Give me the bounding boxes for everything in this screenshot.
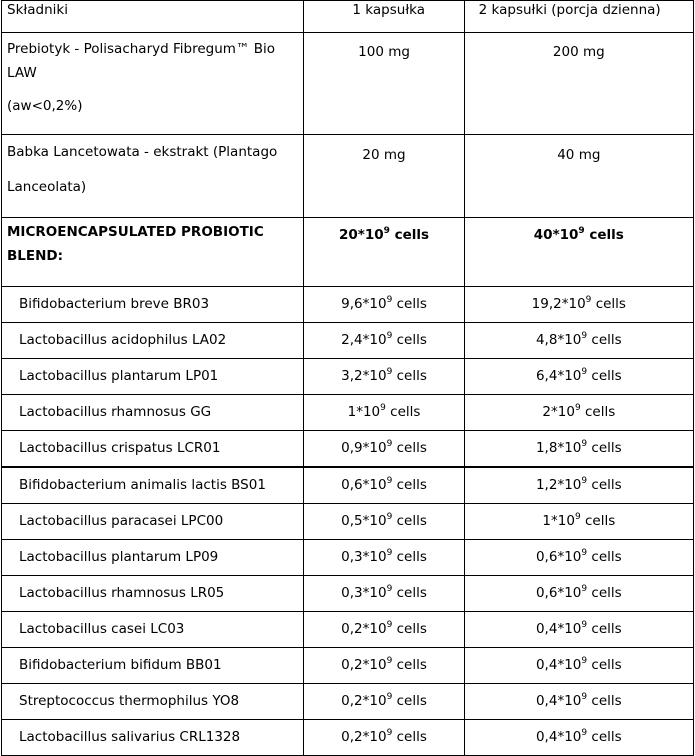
strain-name: Lactobacillus paracasei LPC00 <box>2 504 304 540</box>
strain-row <box>2 648 694 684</box>
strain-amount-one-capsule: $9,6*10^9$ cells <box>304 287 464 323</box>
ingredient-name-main: Prebiotyk - Polisacharyd Fibregum™ Bio LAW <box>7 41 275 81</box>
header-one-capsule: 1 kapsułka <box>304 1 464 33</box>
header-two-capsules: 2 kapsułki (porcja dzienna) <box>464 1 693 33</box>
strain-name: Bifidobacterium bifidum BB01 <box>2 648 304 684</box>
strain-amount-one-capsule: $1*10^9$ cells <box>304 395 464 431</box>
strain-amount-one-capsule: $0,2*10^9$ cells <box>304 612 464 648</box>
strain-name: Lactobacillus acidophilus LA02 <box>2 323 304 359</box>
strain-amount-one-capsule: $0,6*10^9$ cells <box>304 467 464 504</box>
strain-amount-two-capsules: $1*10^9$ cells <box>464 504 693 540</box>
strain-name: Lactobacillus plantarum LP09 <box>2 540 304 576</box>
amount-two-capsules: 200 mg <box>464 33 693 135</box>
ingredients-table <box>1 0 694 756</box>
table-header-row <box>2 1 694 33</box>
strain-list <box>2 287 694 756</box>
strain-amount-two-capsules: $19,2*10^9$ cells <box>464 287 693 323</box>
ingredient-name: Babka Lancetowata - ekstrakt (Plantago Lanceolata) <box>2 135 304 218</box>
strain-row <box>2 720 694 756</box>
strain-name: Lactobacillus rhamnosus LR05 <box>2 576 304 612</box>
strain-amount-one-capsule: $2,4*10^9$ cells <box>304 323 464 359</box>
ingredient-name-note: (aw<0,2%) <box>7 98 83 114</box>
strain-amount-two-capsules: $4,8*10^9$ cells <box>464 323 693 359</box>
strain-row <box>2 612 694 648</box>
strain-row <box>2 287 694 323</box>
strain-name: Lactobacillus casei LC03 <box>2 612 304 648</box>
strain-row <box>2 504 694 540</box>
header-ingredients: Składniki <box>2 1 304 33</box>
strain-amount-one-capsule: $0,3*10^9$ cells <box>304 576 464 612</box>
strain-row <box>2 359 694 395</box>
strain-name: Lactobacillus rhamnosus GG <box>2 395 304 431</box>
strain-row <box>2 576 694 612</box>
strain-row <box>2 395 694 431</box>
strain-row <box>2 323 694 359</box>
strain-row <box>2 684 694 720</box>
strain-row <box>2 467 694 504</box>
amount-one-capsule: 100 mg <box>304 33 464 135</box>
table-row <box>2 135 694 218</box>
amount-one-capsule: 20 mg <box>304 135 464 218</box>
strain-amount-two-capsules: $0,6*10^9$ cells <box>464 576 693 612</box>
strain-name: Bifidobacterium breve BR03 <box>2 287 304 323</box>
strain-amount-two-capsules: $6,4*10^9$ cells <box>464 359 693 395</box>
blend-amount-two-capsules: $40*10^9$ cells <box>464 218 693 287</box>
strain-name: Lactobacillus crispatus LCR01 <box>2 431 304 468</box>
strain-amount-two-capsules: $0,4*10^9$ cells <box>464 648 693 684</box>
strain-amount-two-capsules: $0,4*10^9$ cells <box>464 684 693 720</box>
strain-amount-one-capsule: $0,3*10^9$ cells <box>304 540 464 576</box>
strain-amount-one-capsule: $0,2*10^9$ cells <box>304 648 464 684</box>
strain-name: Streptococcus thermophilus YO8 <box>2 684 304 720</box>
amount-two-capsules: 40 mg <box>464 135 693 218</box>
strain-row <box>2 540 694 576</box>
strain-amount-two-capsules: $0,4*10^9$ cells <box>464 720 693 756</box>
strain-amount-two-capsules: $0,4*10^9$ cells <box>464 612 693 648</box>
strain-amount-one-capsule: $0,5*10^9$ cells <box>304 504 464 540</box>
blend-name: MICROENCAPSULATED PROBIOTIC BLEND: <box>2 218 304 287</box>
blend-amount-one-capsule: $20*10^9$ cells <box>304 218 464 287</box>
strain-amount-one-capsule: $3,2*10^9$ cells <box>304 359 464 395</box>
strain-amount-one-capsule: $0,9*10^9$ cells <box>304 431 464 468</box>
strain-amount-one-capsule: $0,2*10^9$ cells <box>304 720 464 756</box>
strain-name: Lactobacillus salivarius CRL1328 <box>2 720 304 756</box>
ingredient-name <box>2 33 304 135</box>
blend-row <box>2 218 694 287</box>
strain-name: Bifidobacterium animalis lactis BS01 <box>2 467 304 504</box>
strain-amount-two-capsules: $0,6*10^9$ cells <box>464 540 693 576</box>
strain-amount-two-capsules: $2*10^9$ cells <box>464 395 693 431</box>
strain-row <box>2 431 694 468</box>
table-row <box>2 33 694 135</box>
strain-name: Lactobacillus plantarum LP01 <box>2 359 304 395</box>
strain-amount-two-capsules: $1,2*10^9$ cells <box>464 467 693 504</box>
strain-amount-one-capsule: $0,2*10^9$ cells <box>304 684 464 720</box>
strain-amount-two-capsules: $1,8*10^9$ cells <box>464 431 693 468</box>
